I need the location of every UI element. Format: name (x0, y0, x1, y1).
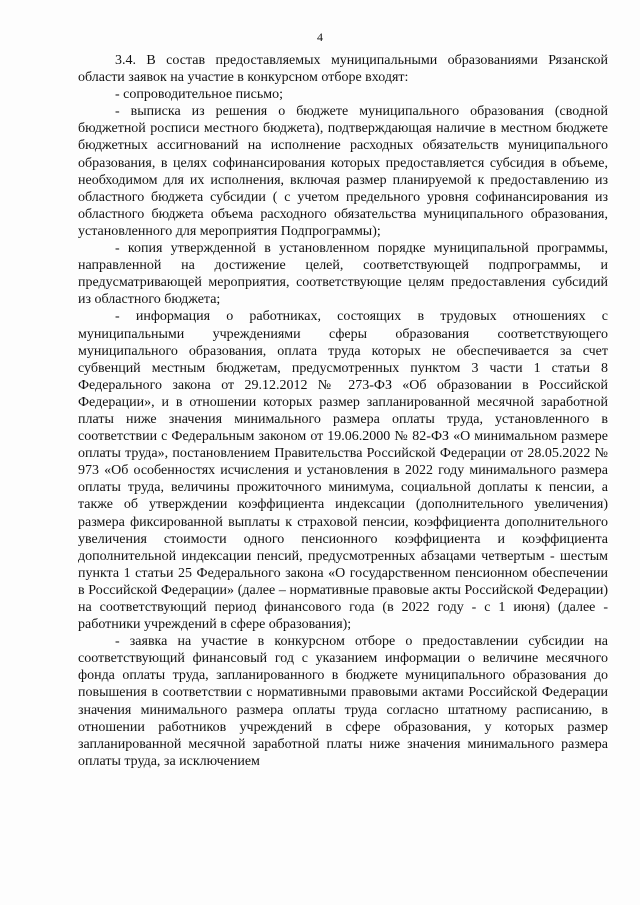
document-body (78, 52, 608, 770)
list-item-municipal-program-copy: - копия утвержденной в установленном порядке муниципальной программы, направленной на достижение целей, соответствующей подпрограммы, и предусматривающей мероприятия, соответствующие целям предоставления субсидий из областного бюджета; (78, 241, 608, 308)
paragraph-3-4-intro: 3.4. В состав предоставляемых муниципальными образованиями Рязанской области заявок на участие в конкурсном отборе входят: (78, 53, 608, 86)
page-number: 4 (317, 30, 323, 44)
list-item-cover-letter: - сопроводительное письмо; (115, 87, 284, 103)
list-item-budget-extract: - выписка из решения о бюджете муниципального образования (сводной бюджетной росписи местного бюджета), подтверждающая наличие в местном бюджете бюджетных ассигнований на исполнение расходных обязательств муниципального образования, в целях софинансирования которых предоставляется субсидия в объеме, необходимом для их исполнения, включая размер планируемой к предоставлению из областного бюджета субсидии ( с учетом предельного уровня софинансирования из областного бюджета объема расходного обязательства муниципального образования, установленного для мероприятия Подпрограммы); (78, 104, 608, 239)
list-item-application: - заявка на участие в конкурсном отборе о предоставлении субсидии на соответствующий финансовый год с указанием информации о величине месячного фонда оплаты труда, запланированного в бюджете муниципального образования до повышения в соответствии с нормативными правовыми актами Российской Федерации значения минимального размера оплаты труда согласно штатному расписанию, в отношении работников учреждений в сфере образования, у которых размер запланированной месячной заработной платы ниже значения минимального размера оплаты труда, за исключением (78, 634, 608, 769)
list-item-employee-information: - информация о работниках, состоящих в трудовых отношениях с муниципальными учреждениями сферы образования соответствующего муниципального образования, оплата труда которых не обеспечивается за счет субвенций местным бюджетам, предусмотренных пунктом 3 части 1 статьи 8 Федерального закона от 29.12.2012 № 273-ФЗ «Об образовании в Российской Федерации», и в отношении которых размер запланированной месячной заработной платы ниже значения минимального размера оплаты труда, установленного в соответствии с Федеральным законом от 19.06.2000 № 82-ФЗ «О минимальном размере оплаты труда», постановлением Правительства Российской Федерации от 28.05.2022 № 973 «Об особенностях исчисления и установления в 2022 году минимального размера оплаты труда, величины прожиточного минимума, социальной доплаты к пенсии, а также об утверждении коэффициента индексации (дополнительного увеличения) размера фиксированной выплаты к страховой пенсии, коэффициента дополнительного увеличения стоимости одного пенсионного коэффициента и коэффициента дополнительной индексации пенсий, предусмотренных абзацами четвертым - шестым пункта 1 статьи 25 Федерального закона «О государственном пенсионном обеспечении в Российской Федерации» (далее – нормативные правовые акты Российской Федерации) на соответствующий период финансового года (в 2022 году - с 1 июня) (далее - работники учреждений в сфере образования); (78, 309, 608, 633)
